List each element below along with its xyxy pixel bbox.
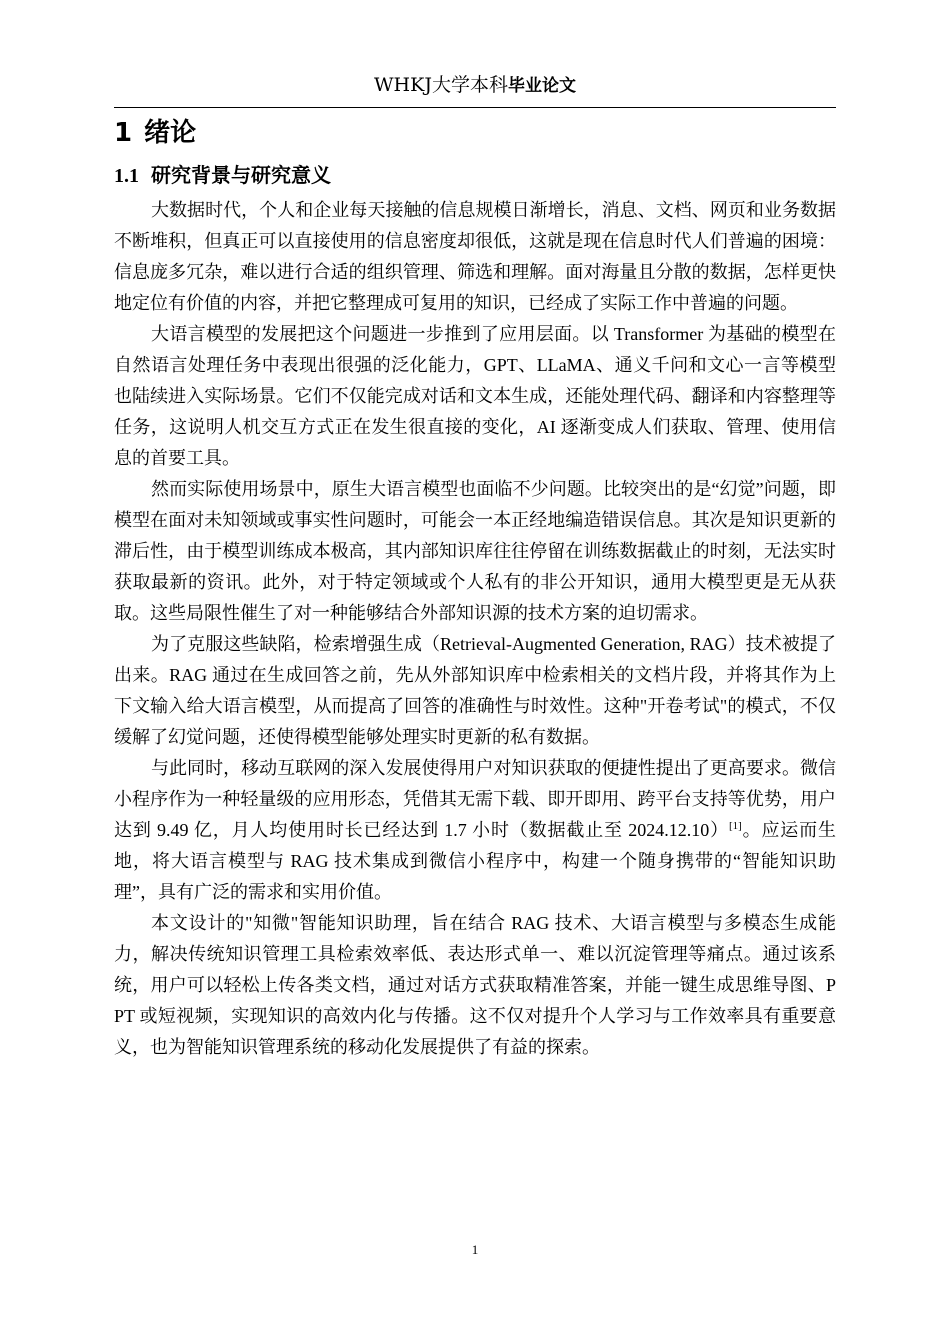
- section-heading: [114, 159, 331, 192]
- page-number: 1: [471, 1242, 479, 1257]
- section-title: 研究背景与研究意义: [151, 163, 331, 187]
- header-rule: [114, 107, 836, 108]
- paragraph-5-text: 与此同时，移动互联网的深入发展使得用户对知识获取的便捷性提出了更高要求。微信小程序作为一种轻量级的应用形态，凭借其无需下载、即开即用、跨平台支持等优势，用户达到 9.49 亿，月人均使用时长已经达到 1.7 小时（数据截止至 2024.12.10）: [114, 758, 836, 840]
- paragraph-3: 然而实际使用场景中，原生大语言模型也面临不少问题。比较突出的是“幻觉”问题，即模型在面对未知领域或事实性问题时，可能会一本正经地编造错误信息。其次是知识更新的滞后性，由于模型训练成本极高，其内部知识库往往停留在训练数据截止的时刻，无法实时获取最新的资讯。此外，对于特定领域或个人私有的非公开知识，通用大模型更是无从获取。这些局限性催生了对一种能够结合外部知识源的技术方案的迫切需求。: [114, 479, 836, 623]
- paragraph-5-text-cont: 。应运而生地，将大语言模型与 RAG 技术集成到微信小程序中，构建一个随身携带的“智能知识助理”，具有广泛的需求和实用价值。: [114, 820, 837, 902]
- paragraph-4: 为了克服这些缺陷，检索增强生成（Retrieval-Augmented Generation, RAG）技术被提了出来。RAG 通过在生成回答之前，先从外部知识库中检索相关的文档片段，并将其作为上下文输入给大语言模型，从而提高了回答的准确性与时效性。这种"开卷考试"的模式，不仅缓解了幻觉问题，还使得模型能够处理实时更新的私有数据。: [114, 634, 836, 747]
- paragraph-6: 本文设计的"知微"智能知识助理，旨在结合 RAG 技术、大语言模型与多模态生成能力，解决传统知识管理工具检索效率低、表达形式单一、难以沉淀管理等痛点。通过该系统，用户可以轻松上传各类文档，通过对话方式获取精准答案，并能一键生成思维导图、PPT 或短视频，实现知识的高效内化与传播。这不仅对提升个人学习与工作效率具有重要意义，也为智能知识管理系统的移动化发展提供了有益的探索。: [114, 913, 836, 1057]
- paragraph-1: 大数据时代，个人和企业每天接触的信息规模日渐增长，消息、文档、网页和业务数据不断堆积，但真正可以直接使用的信息密度却很低，这就是现在信息时代人们普遍的困境：信息庞多冗杂，难以进行合适的组织管理、筛选和理解。面对海量且分散的数据，怎样更快地定位有价值的内容，并把它整理成可复用的知识，已经成了实际工作中普遍的问题。: [114, 200, 836, 313]
- chapter-heading: [114, 113, 196, 153]
- citation-ref[interactable]: [1]: [728, 820, 742, 832]
- chapter-number: 1: [114, 118, 133, 148]
- paragraph-2: 大语言模型的发展把这个问题进一步推到了应用层面。以 Transformer 为基础的模型在自然语言处理任务中表现出很强的泛化能力，GPT、LLaMA、通义千问和文心一言等模型也陆续进入实际场景。它们不仅能完成对话和文本生成，还能处理代码、翻译和内容整理等任务，这说明人机交互方式正在发生很直接的变化，AI 逐渐变成人们获取、管理、使用信息的首要工具。: [114, 324, 836, 468]
- chapter-title: 绪论: [144, 118, 197, 148]
- body-text: [114, 195, 836, 1063]
- section-number: 1.1: [114, 165, 139, 187]
- header-title: WHKJ大学本科: [374, 74, 508, 96]
- header-subtitle: 毕业论文: [507, 76, 576, 96]
- paragraph-5: [114, 753, 836, 908]
- running-header: [114, 70, 836, 101]
